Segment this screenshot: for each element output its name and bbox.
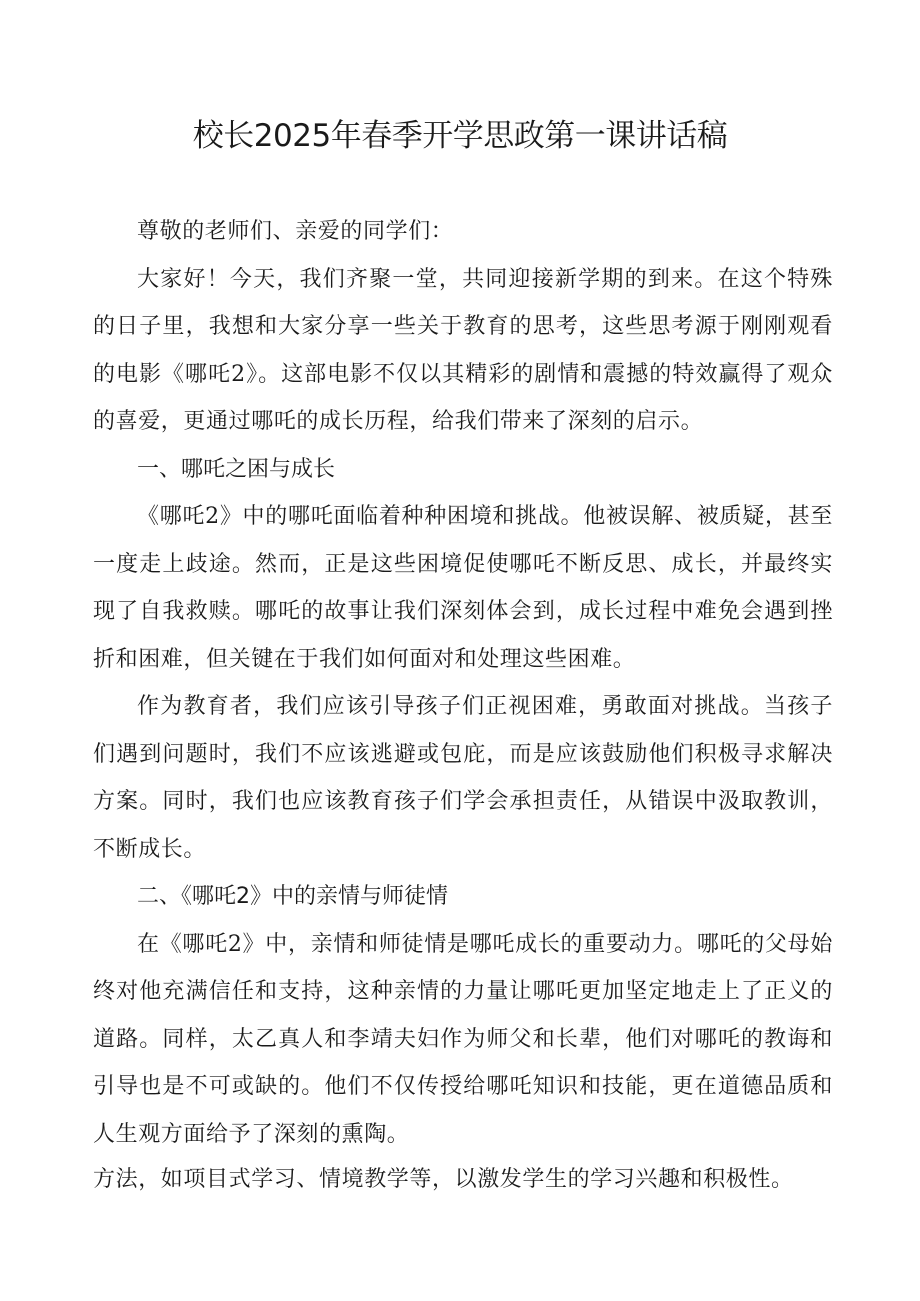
salutation: 尊敬的老师们、亲爱的同学们： <box>137 219 454 244</box>
document-body <box>93 208 833 1158</box>
trailing-fragment: 方法，如项目式学习、情境教学等，以激发学生的学习兴趣和积极性。 <box>93 1167 794 1192</box>
section-2-heading: 二、《哪吒2》中的亲情与师徒情 <box>137 884 448 909</box>
section-1-paragraph-2: 作为教育者，我们应该引导孩子们正视困难，勇敢面对挑战。当孩子们遇到问题时，我们不应该逃避或包庇，而是应该鼓励他们积极寻求解决方案。同时，我们也应该教育孩子们学会承担责任，从错误中汲取教训，不断成长。 <box>93 694 833 862</box>
section-1-heading: 一、哪吒之困与成长 <box>137 456 336 482</box>
intro-paragraph: 大家好！今天，我们齐聚一堂，共同迎接新学期的到来。在这个特殊的日子里，我想和大家分享一些关于教育的思考，这些思考源于刚刚观看的电影《哪吒2》。这部电影不仅以其精彩的剧情和震撼的特效赢得了观众的喜爱，更通过哪吒的成长历程，给我们带来了深刻的启示。 <box>93 266 833 434</box>
section-2-paragraph-1: 在《哪吒2》中，亲情和师徒情是哪吒成长的重要动力。哪吒的父母始终对他充满信任和支持，这种亲情的力量让哪吒更加坚定地走上了正义的道路。同样，太乙真人和李靖夫妇作为师父和长辈，他们对哪吒的教诲和引导也是不可或缺的。他们不仅传授给哪吒知识和技能，更在道德品质和人生观方面给予了深刻的熏陶。 <box>93 931 833 1147</box>
page-title: 校长2025年春季开学思政第一课讲话稿 <box>192 118 728 154</box>
section-1-paragraph-1: 《哪吒2》中的哪吒面临着种种困境和挑战。他被误解、被质疑，甚至一度走上歧途。然而，正是这些困境促使哪吒不断反思、成长，并最终实现了自我救赎。哪吒的故事让我们深刻体会到，成长过程中难免会遇到挫折和困难，但关键在于我们如何面对和处理这些困难。 <box>93 504 833 672</box>
